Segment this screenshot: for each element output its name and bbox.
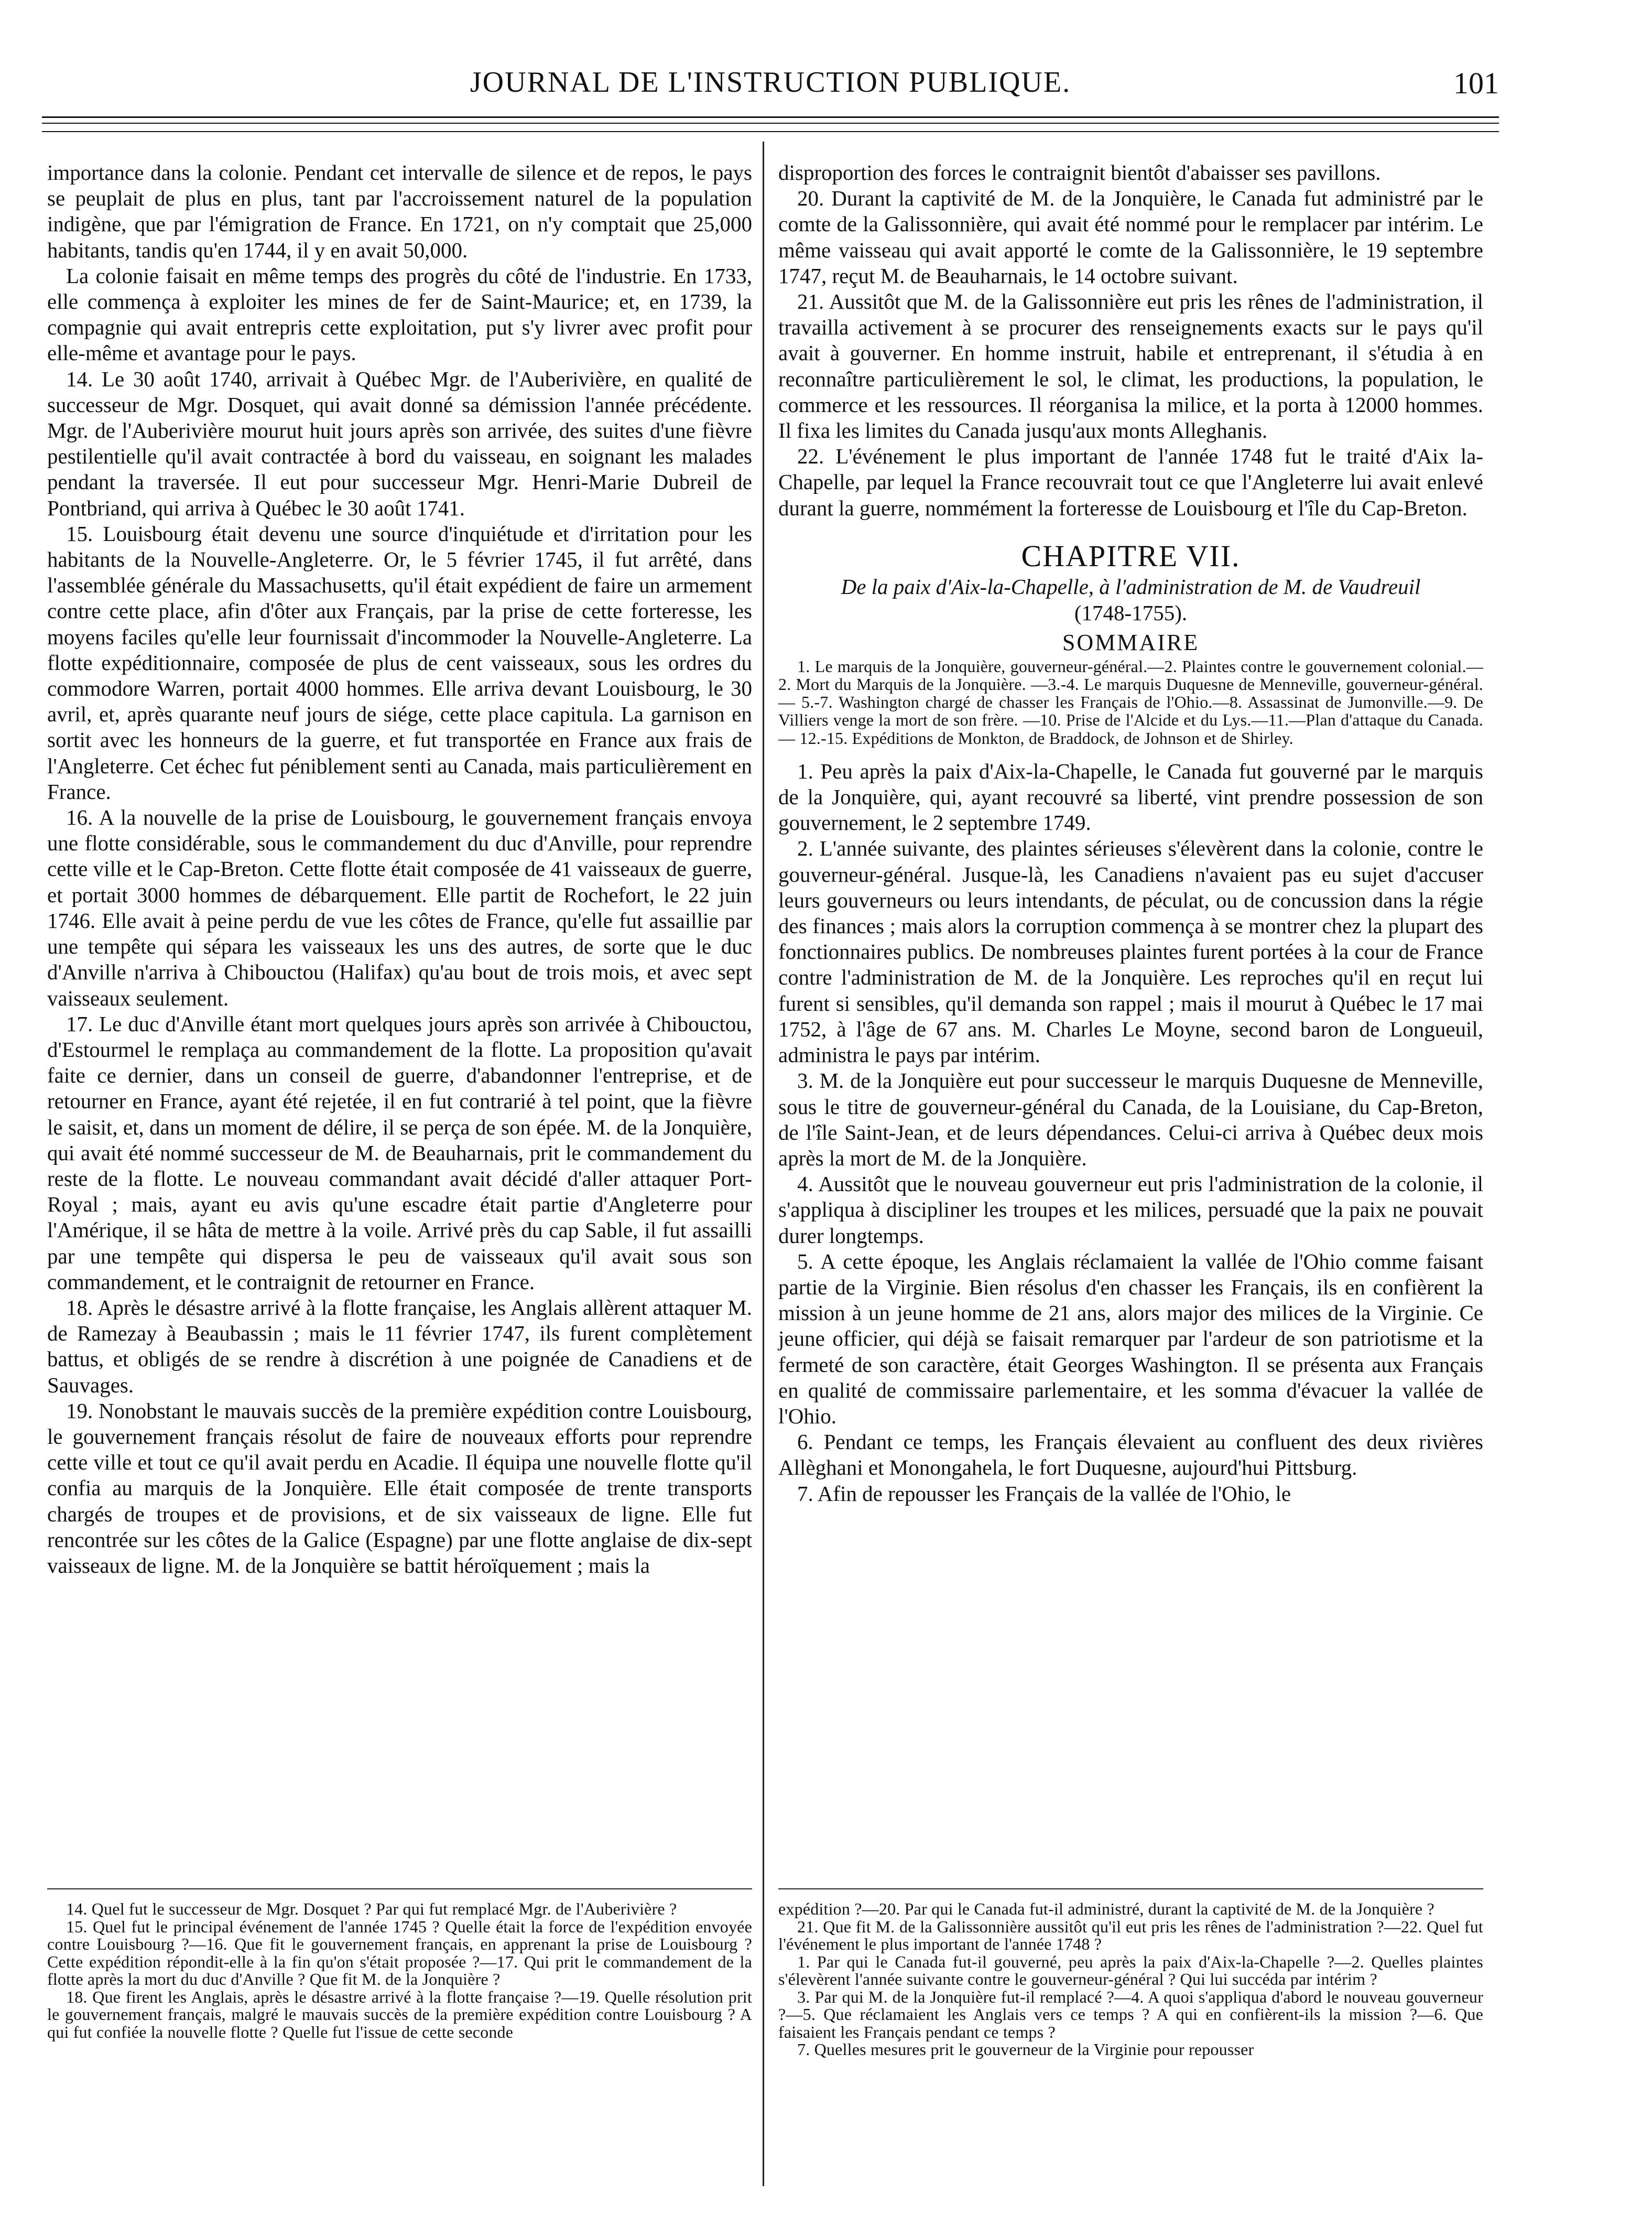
header-rule-lower <box>42 131 1499 132</box>
paragraph-17: 17. Le duc d'Anville étant mort quelques jours après son arrivée à Chibouctou, d'Estourmel le remplaça au commandement de la flotte. La proposition qu'avait faite ce dernier, dans un conseil de guerre, d'abandonner l'entreprise, et de retourner en France, ayant été rejetée, il en fut contrarié à tel point, que la fièvre le saisit, et, dans un moment de délire, il se perça de son épée. M. de la Jonquière, qui avait été nommé successeur de M. de Beauharnais, prit le commandement du reste de la flotte. Le nouveau commandant avait décidé d'aller attaquer Port-Royal ; mais, ayant eu avis qu'une escadre était partie d'Angleterre pour l'Amérique, il se hâta de mettre à la voile. Arrivé près du cap Sable, il fut assailli par une tempête qui dispersa le peu de vaisseaux qu'il avait sous son commandement, et le contraignit de retourner en France. <box>47 1011 752 1294</box>
paragraph: disproportion des forces le contraignit bientôt d'abaisser ses pavillons. <box>778 160 1381 185</box>
running-title: JOURNAL DE L'INSTRUCTION PUBLIQUE. <box>470 66 1071 99</box>
page-header <box>42 66 1499 113</box>
header-rule-thin <box>42 123 1499 124</box>
chapter-paragraph-1: 1. Peu après la paix d'Aix-la-Chapelle, le Canada fut gouverné par le marquis de la Jonquière, qui, ayant recouvré sa liberté, vint prendre possession de son gouvernement, le 2 septembre 1749. <box>778 759 1483 835</box>
chapter-paragraph-5: 5. A cette époque, les Anglais réclamaient la vallée de l'Ohio comme faisant partie de la Virginie. Bien résolus d'en chasser les Français, ils en confièrent la mission à un jeune homme de 21 ans, alors major des milices de la Virginie. Ce jeune officier, qui déjà se faisait remarquer par l'ardeur de son patriotisme et la fermeté de son caractère, était Georges Washington. Il se présenta aux Français en qualité de commissaire parlementaire, et les somma d'évacuer la vallée de l'Ohio. <box>778 1249 1483 1428</box>
right-column <box>778 160 1483 1507</box>
chapter-paragraph-7: 7. Afin de repousser les Français de la vallée de l'Ohio, le <box>797 1481 1291 1506</box>
paragraph-19: 19. Nonobstant le mauvais succès de la première expédition contre Louisbourg, le gouvernement français résolut de faire de nouveaux efforts pour reprendre cette ville et tout ce qu'il avait perdu en Acadie. Il équipa une nouvelle flotte qu'il confia au marquis de la Jonquière. Elle était composée de trente transports chargés de troupes et de provisions, et de six vaisseaux de ligne. Elle fut rencontrée sur les côtes de la Galice (Espagne) par une flotte anglaise de dix-sept vaisseaux de ligne. M. de la Jonquière se battit héroïquement ; mais la <box>47 1398 752 1577</box>
questions-right <box>778 1900 1483 2059</box>
question-item: 1. Par qui le Canada fut-il gouverné, peu après la paix d'Aix-la-Chapelle ?—2. Quelles plaintes s'élevèrent l'année suivante contre le gouverneur-général ? Qui lui succéda par intérim ? <box>778 1952 1483 1988</box>
questions-rule-right <box>778 1888 1483 1889</box>
question-item: 21. Que fit M. de la Galissonnière aussitôt qu'il eut pris les rênes de l'administration ?—22. Quel fut l'événement le plus important de l'année 1748 ? <box>778 1917 1483 1953</box>
chapter-subtitle <box>778 574 1483 626</box>
chapter-dates: (1748-1755). <box>1074 600 1188 625</box>
questions-rule-left <box>47 1888 752 1889</box>
paragraph-15: 15. Louisbourg était devenu une source d'inquiétude et d'irritation pour les habitants de la Nouvelle-Angleterre. Or, le 5 février 1745, il fut arrêté, dans l'assemblée générale du Massachusetts, qu'il était expédient de faire un armement contre cette place, afin d'ôter aux Français, par la prise de cette forteresse, les moyens faciles qu'elle leur fournissait d'incommoder la Nouvelle-Angleterre. La flotte expéditionnaire, composée de plus de cent vaisseaux, sous les ordres du commodore Warren, portait 4000 hommes. Elle arriva devant Louisbourg, le 30 avril, et, après quarante neuf jours de siége, cette place capitula. La garnison en sortit avec les honneurs de la guerre, et fut transportée en France aux frais de l'Angleterre. Cet échec fut péniblement senti au Canada, mais particulièrement en France. <box>47 521 752 804</box>
chapter-paragraph-6: 6. Pendant ce temps, les Français élevaient au confluent des deux rivières Allèghani et Monongahela, le fort Duquesne, aujourd'hui Pittsburg. <box>778 1430 1483 1480</box>
paragraph: La colonie faisait en même temps des progrès du côté de l'industrie. En 1733, elle commença à exploiter les mines de fer de Saint-Maurice; et, en 1739, la compagnie qui avait entrepris cette exploitation, put s'y livrer avec profit pour elle-même et avantage pour le pays. <box>47 263 752 365</box>
question-item: 15. Quel fut le principal événement de l'année 1745 ? Quelle était la force de l'expédition envoyée contre Louisbourg ?—16. Que fit le gouvernement français, en apprenant la prise de Louisbourg ? Cette expédition répondit-elle à la fin qu'on s'était proposée ?—17. Qui prit le commandement de la flotte après la mort du duc d'Anville ? Que fit M. de la Jonquière ? <box>47 1917 752 1988</box>
question-item: 7. Quelles mesures prit le gouverneur de la Virginie pour repousser <box>797 2040 1254 2059</box>
paragraph-16: 16. A la nouvelle de la prise de Louisbourg, le gouvernement français envoya une flotte considérable, sous le commandement du duc d'Anville, pour reprendre cette ville et le Cap-Breton. Cette flotte était composée de 41 vaisseaux de guerre, et portait 3000 hommes de débarquement. Elle partit de Rochefort, le 22 juin 1746. Elle avait à peine perdu de vue les côtes de France, qu'elle fut assaillie par une tempête qui sépara les vaisseaux les uns des autres, de sorte que le duc d'Anville n'arriva à Chibouctou (Halifax) qu'au bout de trois mois, et avec sept vaisseaux seulement. <box>47 805 752 1010</box>
question-item: 18. Que firent les Anglais, après le désastre arrivé à la flotte française ?—19. Quelle résolution prit le gouvernement français, malgré le mauvais succès de la première expédition contre Louisbourg ? A qui fut confiée la nouvelle flotte ? Quelle fut l'issue de cette seconde <box>47 1987 752 2041</box>
header-rule <box>42 116 1499 118</box>
chapter-paragraph-3: 3. M. de la Jonquière eut pour successeur le marquis Duquesne de Menneville, sous le titre de gouverneur-général du Canada, de la Louisiane, du Cap-Breton, de l'île Saint-Jean, et de leurs dépendances. Celui-ci arriva à Québec deux mois après la mort de M. de la Jonquière. <box>778 1068 1483 1170</box>
summary-heading: SOMMAIRE <box>1062 629 1200 655</box>
page-number: 101 <box>1453 66 1499 100</box>
paragraph-22: 22. L'événement le plus important de l'année 1748 fut le traité d'Aix la-Chapelle, par lequel la France recouvrait tout ce que l'Angleterre lui avait enlevé durant la guerre, nommément la forteresse de Louisbourg et l'île du Cap-Breton. <box>778 444 1483 520</box>
paragraph-21: 21. Aussitôt que M. de la Galissonnière eut pris les rênes de l'administration, il travailla activement à se procurer des renseignements exacts sur le pays qu'il avait à gouverner. En homme instruit, habile et entreprenant, il s'étudia à en reconnaître particulièrement le sol, le climat, les productions, la population, le commerce et les ressources. Il réorganisa la milice, et la porta à 12000 hommes. Il fixa les limites du Canada jusqu'aux monts Alleghanis. <box>778 289 1483 443</box>
paragraph-20: 20. Durant la captivité de M. de la Jonquière, le Canada fut administré par le comte de la Galissonnière, qui avait été nommé pour le remplacer par intérim. Le même vaisseau qui avait apporté le comte de la Galissonnière, le 19 septembre 1747, reçut M. de Beauharnais, le 14 octobre suivant. <box>778 186 1483 288</box>
question-item: 3. Par qui M. de la Jonquière fut-il remplacé ?—4. A quoi s'appliqua d'abord le nouveau gouverneur ?—5. Que réclamaient les Anglais vers ce temps ? A qui en confièrent-ils la mission ?—6. Que faisaient les Français pendant ce temps ? <box>778 1987 1483 2041</box>
chapter-summary <box>778 657 1483 747</box>
question-item: expédition ?—20. Par qui le Canada fut-il administré, durant la captivité de M. de la Jonquière ? <box>778 1899 1434 1918</box>
chapter-title: CHAPITRE VII. <box>1021 538 1241 573</box>
paragraph: importance dans la colonie. Pendant cet intervalle de silence et de repos, le pays se peuplait de plus en plus, tant par l'accroissement naturel de la population indigène, que par l'émigration de France. En 1721, on n'y comptait que 25,000 habitants, tandis qu'en 1744, il y en avait 50,000. <box>47 160 752 262</box>
question-item: 14. Quel fut le successeur de Mgr. Dosquet ? Par qui fut remplacé Mgr. de l'Auberivière ? <box>66 1899 677 1918</box>
summary-text: 1. Le marquis de la Jonquière, gouverneur-général.—2. Plaintes contre le gouvernement colonial.—2. Mort du Marquis de la Jonquière. —3.-4. Le marquis Duquesne de Menneville, gouverneur-général.— 5.-7. Washington chargé de chasser les Français de l'Ohio.—8. Assassinat de Jumonville.—9. De Villiers venge la mort de son frère. —10. Prise de l'Alcide et du Lys.—11.—Plan d'attaque du Canada.— 12.-15. Expéditions de Monkton, de Braddock, de Johnson et de Shirley. <box>778 656 1483 748</box>
chapter-paragraph-2: 2. L'année suivante, des plaintes sérieuses s'élevèrent dans la colonie, contre le gouverneur-général. Jusque-là, les Canadiens n'avaient pas eu sujet d'accuser leurs gouverneurs ou leurs intendants, de péculat, ou de concussion dans la régie des finances ; mais alors la corruption commença à se montrer chez la plupart des fonctionnaires publics. De nombreuses plaintes furent portées à la cour de France contre l'administration de M. de la Jonquière. Les reproches qu'il en reçut lui furent si sensibles, qu'il demanda son rappel ; mais il mourut à Québec le 17 mai 1752, à l'âge de 67 ans. M. Charles Le Moyne, second baron de Longueuil, administra le pays par intérim. <box>778 836 1483 1067</box>
chapter-paragraph-4: 4. Aussitôt que le nouveau gouverneur eut pris l'administration de la colonie, il s'appliqua à discipliner les troupes et les milices, persuadé que la paix ne pouvait durer longtemps. <box>778 1172 1483 1248</box>
chapter-heading <box>778 539 1483 657</box>
chapter-subtitle-text: De la paix d'Aix-la-Chapelle, à l'administration de M. de Vaudreuil <box>841 574 1421 599</box>
questions-left <box>47 1900 752 2041</box>
paragraph-14: 14. Le 30 août 1740, arrivait à Québec Mgr. de l'Auberivière, en qualité de successeur de Mgr. Dosquet, qui avait donné sa démission l'année précédente. Mgr. de l'Auberivière mourut huit jours après son arrivée, des suites d'une fièvre pestilentielle qu'il avait contractée à bord du vaisseau, en soignant les malades pendant la traversée. Il eut pour successeur Mgr. Henri-Marie Dubreil de Pontbriand, qui arriva à Québec le 30 août 1741. <box>47 366 752 520</box>
left-column <box>47 160 752 1579</box>
column-divider <box>763 142 764 2186</box>
paragraph-18: 18. Après le désastre arrivé à la flotte française, les Anglais allèrent attaquer M. de Ramezay à Beaubassin ; mais le 11 février 1747, ils furent complètement battus, et obligés de se rendre à discrétion à une poignée de Canadiens et de Sauvages. <box>47 1295 752 1397</box>
